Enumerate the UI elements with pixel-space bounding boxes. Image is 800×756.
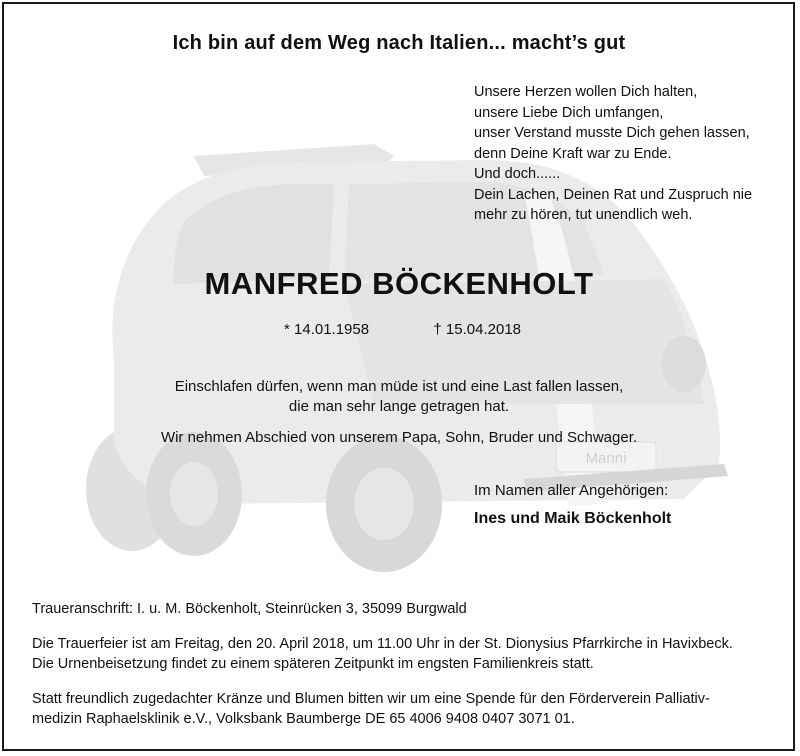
poem-line: denn Deine Kraft war zu Ende. [474, 145, 672, 162]
obituary-notice [2, 2, 795, 751]
deceased-name: MANFRED BÖCKENHOLT [204, 266, 594, 301]
life-dates [284, 321, 521, 338]
donation-request [32, 689, 710, 729]
quote [4, 377, 794, 417]
quote-line: Einschlafen dürfen, wenn man müde ist und eine Last fallen lassen, [174, 378, 624, 395]
birth-date: * 14.01.1958 [284, 321, 370, 338]
death-date: † 15.04.2018 [433, 321, 522, 338]
mourning-address: Traueranschrift: I. u. M. Böckenholt, Steinrücken 3, 35099 Burgwald [32, 601, 467, 617]
poem-line: Dein Lachen, Deinen Rat und Zuspruch nie [474, 186, 753, 203]
farewell-text: Wir nehmen Abschied von unserem Papa, Sohn, Bruder und Schwager. [160, 429, 638, 446]
poem [474, 82, 752, 226]
poem-line: Unsere Herzen wollen Dich halten, [474, 84, 698, 100]
poem-line: Und doch...... [474, 166, 561, 182]
donation-line: medizin Raphaelsklinik e.V., Volksbank Baumberge DE 65 4006 9408 0407 3071 01. [32, 711, 575, 727]
signers: Ines und Maik Böckenholt [474, 510, 672, 527]
funeral-line: Die Trauerfeier ist am Freitag, den 20. April 2018, um 11.00 Uhr in der St. Dionysius Pfarrkirche in Havixbeck. [32, 636, 733, 652]
funeral-line: Die Urnenbeisetzung findet zu einem späteren Zeitpunkt im engsten Familienkreis statt. [32, 656, 594, 672]
on-behalf-text: Im Namen aller Angehörigen: [474, 482, 669, 499]
donation-line: Statt freundlich zugedachter Kränze und Blumen bitten wir um eine Spende für den Förderverein Palliativ- [32, 691, 710, 707]
poem-line: unsere Liebe Dich umfangen, [474, 104, 664, 121]
license-plate-text: Manni [585, 450, 627, 467]
poem-line: mehr zu hören, tut unendlich weh. [474, 207, 693, 223]
funeral-details [32, 634, 733, 674]
headline: Ich bin auf dem Weg nach Italien... macht’s gut [172, 32, 626, 54]
quote-line: die man sehr lange getragen hat. [288, 398, 510, 415]
poem-line: unser Verstand musste Dich gehen lassen, [474, 125, 750, 141]
